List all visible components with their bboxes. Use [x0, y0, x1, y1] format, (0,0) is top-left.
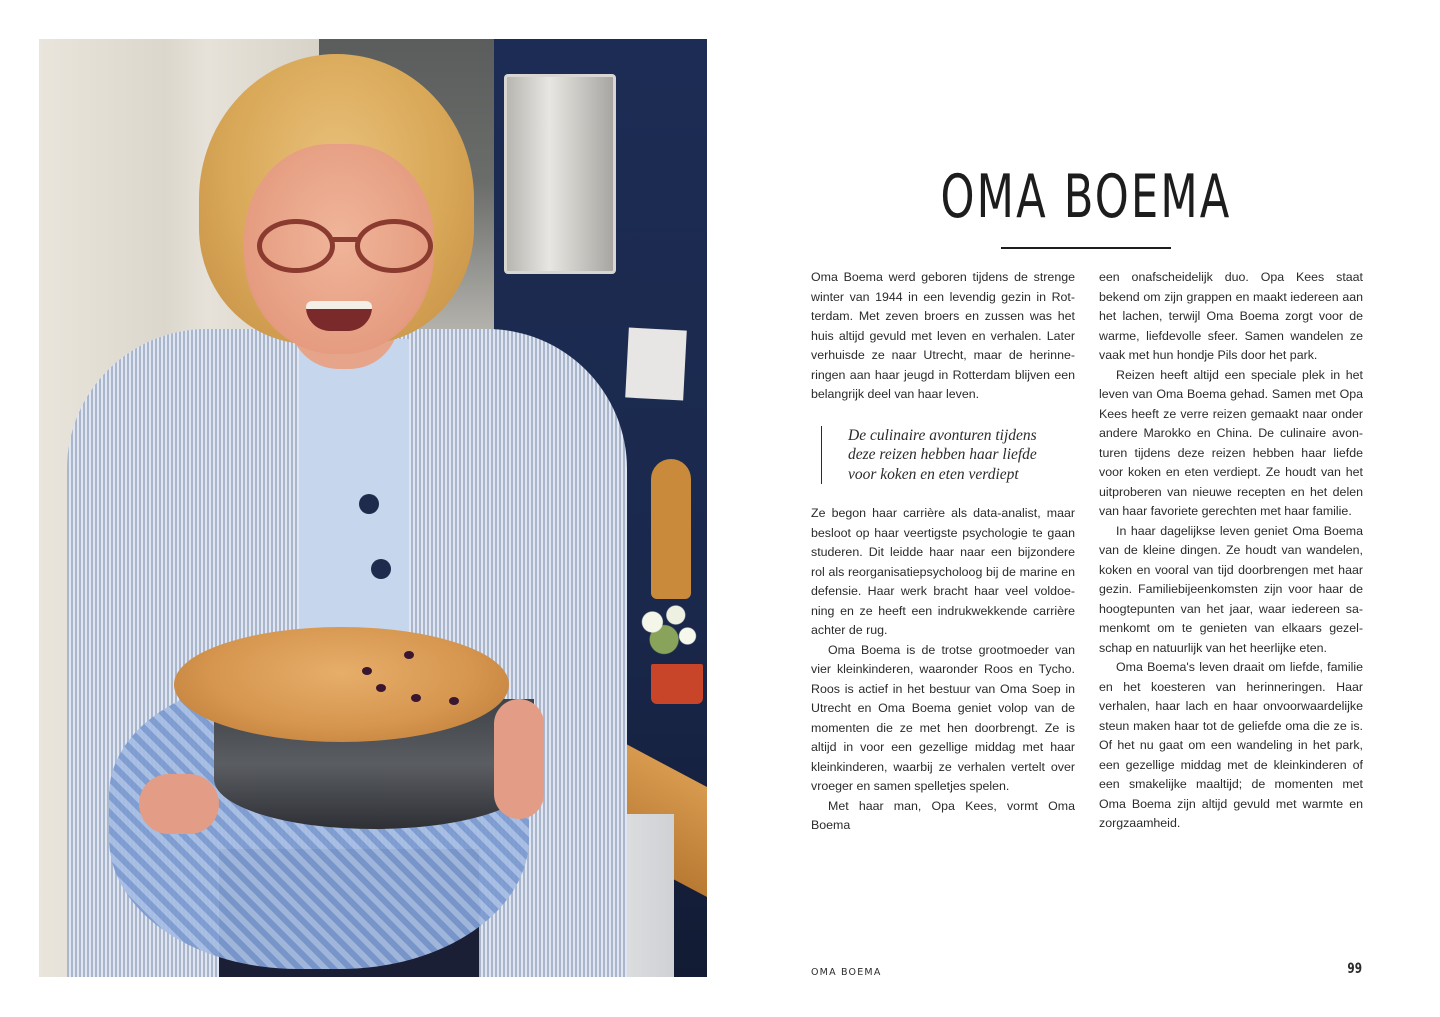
- portrait-photo: [39, 39, 707, 977]
- paragraph: Oma Boema is de trotse grootmoeder van vier kleinkinderen, waaronder Roos en Tycho. Roos is actief in het bestuur van Oma Soep in Utrecht en Oma Boema geniet volop van de momenten die ze met hen doorbrengt. Ze is altijd in voor een gezellige middag met haar kleinkinderen, waarbij ze verhalen vertelt over vroeger en samen spelletjes spelen.: [811, 642, 1075, 793]
- photo-flower-pot: [651, 664, 703, 704]
- photo-berry: [404, 651, 414, 659]
- photo-microwave: [504, 74, 616, 274]
- page-number: 99: [1347, 961, 1362, 977]
- title-divider: [1001, 247, 1171, 249]
- photo-flowers: [629, 594, 707, 664]
- photo-berry: [449, 697, 459, 705]
- photo-paper-note: [625, 328, 687, 401]
- page-title: OMA BOEMA: [940, 162, 1232, 232]
- photo-berry: [362, 667, 372, 675]
- text-column-left: [811, 268, 1075, 836]
- photo-blue-shirt: [299, 339, 409, 669]
- photo-pie: [174, 627, 509, 742]
- running-head: OMA BOEMA: [811, 967, 882, 978]
- text-column-right: [1099, 268, 1363, 834]
- paragraph: Met haar man, Opa Kees, vormt Oma Boema: [811, 798, 1075, 832]
- paragraph: Oma Boema werd geboren tijdens de strenge winter van 1944 in een levendig gezin in Rotterdam. Met zeven broers en zussen was het huis altijd gevuld met leven en verhalen. Later verhuisde ze naar Utrecht, maar de herinneringen aan haar jeugd in Rotterdam blijven een belangrijk deel van haar leven.: [811, 270, 1075, 401]
- photo-left-hand: [139, 774, 219, 834]
- photo-jacket-button: [371, 559, 391, 579]
- photo-jacket-button: [359, 494, 379, 514]
- photo-berry: [411, 694, 421, 702]
- photo-glasses: [257, 219, 437, 275]
- paragraph: In haar dagelijkse leven geniet Oma Boema van de kleine dingen. Ze houdt van wandelen, koken en vooral van tijd doorbrengen met haar gezin. Familiebijeenkomsten zijn voor haar de hoogtepunten van het jaar, waar iedereen samenkomt om te genieten van elkaars gezelschap en natuurlijk van het heerlijke eten.: [1099, 523, 1363, 655]
- pull-quote: De culinaire avonturen tijdens deze reizen hebben haar liefde voor koken en eten verdiept: [821, 426, 1041, 485]
- paragraph: Reizen heeft altijd een speciale plek in het leven van Oma Boema gehad. Samen met Opa Kees heeft ze verre reizen gemaakt naar onder andere Marokko en China. De culinaire avonturen tijdens deze reizen hebben haar liefde voor koken en eten verdiept. Ze houdt van het uitproberen van nieuwe recepten en het delen van haar favoriete gerechten met haar familie.: [1099, 367, 1363, 518]
- photo-right-hand: [494, 699, 544, 819]
- paragraph: Oma Boema's leven draait om liefde, familie en het koesteren van herinneringen. Haar verhalen, haar lach en haar onvoorwaardelijke steun maken haar tot de geliefde oma die ze is. Of het nu gaat om een wandeling in het park, een gezellige middag met de kleinkinderen of een smakelijke maaltijd; de momenten met Oma Boema zijn altijd gevuld met warmte en zorgzaamheid.: [1099, 660, 1363, 830]
- photo-berry: [376, 684, 386, 692]
- paragraph: een onafscheidelijk duo. Opa Kees staat bekend om zijn grappen en maakt iedereen aan het lachen, terwijl Oma Boema zorgt voor de warme, liefdevolle sfeer. Samen wandelen ze vaak met hun hondje Pils door het park.: [1099, 270, 1363, 362]
- paragraph: Ze begon haar carrière als data-analist, maar besloot op haar veertigste psychologie te gaan studeren. Dit leidde haar naar een bijzondere rol als reorganisatiepsycholoog bij de marine en defensie. Haar werk bracht haar veel voldoening en ze heeft een indrukwekkende carrière achter de rug.: [811, 506, 1075, 637]
- photo-cutting-board: [651, 459, 691, 599]
